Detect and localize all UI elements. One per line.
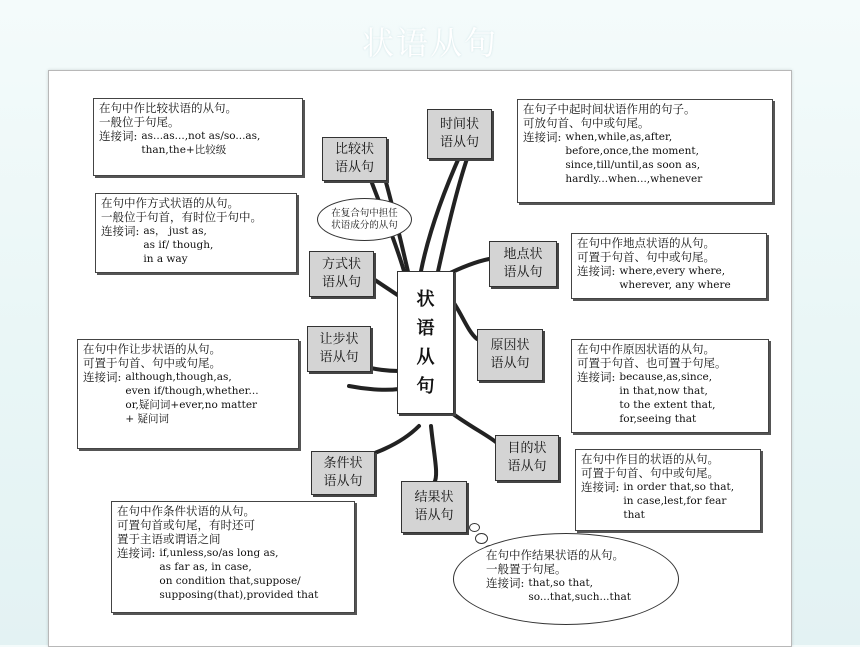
thought-bubble-dot (469, 523, 480, 532)
place-clause-node: 地点状 语从句 (489, 241, 557, 287)
result-desc-ellipse: 在句中作结果状语的从句。 一般置于句尾。 连接词: that,so that, so...that,such...that (453, 533, 679, 625)
purpose-desc-box: 在句中作目的状语的从句。 可置于句首、句中或句尾。 连接词: in order that,so that, in case,lest,for fear that (575, 449, 761, 531)
center-char: 句 (416, 375, 435, 397)
center-node (397, 271, 454, 414)
reason-desc-box: 在句中作原因状语的从句。 可置于句首、也可置于句尾。 连接词: because,as,since, in that,now that, to the extent that, for,seeing that (571, 339, 769, 433)
condition-clause-node: 条件状 语从句 (311, 451, 375, 495)
reason-clause-node: 原因状 语从句 (477, 329, 543, 381)
time-clause-node: 时间状 语从句 (427, 109, 492, 159)
center-char: 状 (416, 288, 435, 310)
condition-desc-box: 在句中作条件状语的从句。 可置句首或句尾，有时还可 置于主语或谓语之间 连接词: if,unless,so/as long as, as far as, in case, on condition that,suppose/ supposing(that),provided that (111, 501, 355, 613)
comparison-clause-node: 比较状 语从句 (322, 137, 387, 181)
concession-clause-node: 让步状 语从句 (307, 326, 371, 372)
page-title: 状语从句 (361, 24, 498, 62)
time-desc-box: 在句子中起时间状语作用的句子。 可放句首、句中或句尾。 连接词: when,while,as,after, before,once,the moment, since,till/until,as soon as, hardly...when...,whenever (517, 99, 773, 203)
result-clause-node: 结果状 语从句 (401, 481, 467, 533)
comparison-desc-box: 在句中作比较状语的从句。 一般位于句尾。 连接词: as...as...,not as/so...as, than,the+比较级 (93, 98, 303, 176)
manner-desc-box: 在句中作方式状语的从句。 一般位于句首，有时位于句中。 连接词: as， just as, as if/ though, in a way (95, 193, 297, 273)
place-desc-box: 在句中作地点状语的从句。 可置于句首、句中或句尾。 连接词: where,every where, wherever, any where (571, 233, 767, 299)
purpose-clause-node: 目的状 语从句 (495, 435, 559, 481)
center-char: 语 (416, 317, 435, 339)
branch-result (431, 426, 436, 483)
branch-concession-b (349, 386, 399, 390)
note-ellipse: 在复合句中担任 状语成分的从句 (317, 198, 412, 241)
mindmap-canvas (48, 70, 792, 647)
manner-clause-node: 方式状 语从句 (309, 251, 374, 297)
thought-bubble-dot (475, 533, 488, 544)
branch-purpose (449, 411, 497, 443)
center-char: 从 (416, 346, 435, 368)
concession-desc-box: 在句中作让步状语的从句。 可置于句首、句中或句尾。 连接词: although,though,as, even if/though,whether... or,疑问词+ever,no matter + 疑问词 (77, 339, 299, 449)
